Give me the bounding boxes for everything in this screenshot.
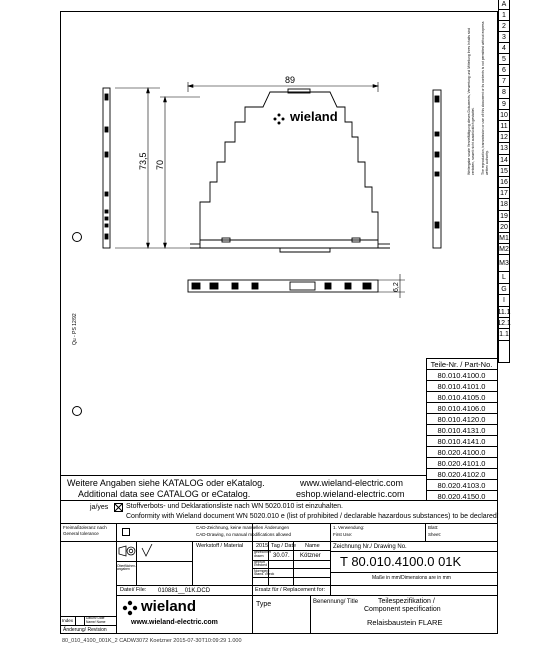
revision-cell: 12 (499, 132, 509, 143)
part-number-row: 80.010.4131.0 (426, 424, 497, 435)
tb-line (330, 551, 498, 552)
date-label: Tag / Date (271, 543, 297, 549)
right-side-view (433, 90, 441, 248)
revision-cell: 12.1 (499, 318, 509, 329)
replace-label: Ersatz für / Replacement for: (255, 587, 325, 593)
revision-cell: 1.1 (499, 329, 509, 341)
legal-note-de: Weitergabe sowie Vervielfältigung dieses Dokuments, Verwertung und Mitteilung ihres Inhalts sind verboten, soweit nicht ausdrücklich gestattet. (467, 27, 476, 175)
revision-cell: 18 (499, 199, 509, 211)
part-number-row: 80.010.4105.0 (426, 391, 497, 402)
footer-stamp: 80_010_4100_001K_2 CADW3072 Koetzner 2015-07-30T10:09:29 1.000 (62, 638, 242, 644)
bottom-view (188, 274, 405, 298)
sheet-en: Sheet: (428, 532, 442, 537)
cad-de: CAD-Zeichnung, keine manuellen Änderungen (196, 525, 290, 530)
spec-de: Teilespezifikation / (378, 598, 435, 605)
revision-cell: 16 (499, 177, 509, 188)
norm-de: Normgepr. (254, 569, 271, 573)
revision-cell: 13 (499, 143, 509, 155)
usage-en: First Use: (333, 532, 353, 537)
catalog-url2[interactable]: eshop.wieland-electric.com (296, 489, 405, 499)
ja-yes-label: ja/yes (90, 504, 109, 511)
wieland-logo-mark (274, 114, 285, 125)
tb-line (136, 541, 137, 585)
surface-label: Oberflächen-angaben (117, 564, 137, 572)
wieland-logo-text: wieland (141, 598, 197, 615)
catalog-de: Weitere Angaben siehe KATALOG oder eKatalog. (67, 478, 265, 488)
catalog-top-line (60, 475, 426, 476)
substance-en: Conformity with Wieland document WN 5020.010 e (list of prohibited / declarable hazardous substances) to be declared! (126, 513, 499, 520)
revision-cell: M1 (499, 233, 509, 244)
file-label: Datei/ File: (120, 587, 147, 593)
revision-cell: 7 (499, 76, 509, 87)
usage-de: 1. Verwendung: (333, 525, 365, 530)
part-number-row: 80.020.4101.0 (426, 457, 497, 468)
dim-depth: 6,2 (393, 282, 400, 292)
tolerance-en: General tolerance (63, 531, 99, 536)
tb-line (60, 625, 116, 626)
part-number-row: 80.020.4100.0 (426, 446, 497, 457)
component-name: Relaisbaustein FLARE (367, 618, 443, 627)
title-label: Benennung/ Title (313, 599, 359, 605)
revision-label: Änderung/ Revision (63, 627, 107, 633)
cad-symbol (122, 528, 130, 536)
dim-height-inner: 70 (155, 159, 165, 170)
wieland-logo-url: www.wieland-electric.com (131, 619, 218, 626)
revision-cell: A (499, 0, 509, 10)
revision-cell: 4 (499, 43, 509, 54)
tolerance-de: Freimaßtoleranz nach (63, 525, 107, 530)
part-number-row: 80.020.4102.0 (426, 468, 497, 479)
name-label: Name (305, 543, 320, 549)
part-number-row: 80.020.4103.0 (426, 479, 497, 490)
logo-text: wieland (290, 109, 338, 124)
legal-note-en: The reproduction, transmission or use of this document or its contents is not permitted without express written authority. (481, 21, 490, 175)
tb-line (330, 523, 331, 595)
index-label: Index (62, 618, 74, 623)
revision-cell: I (499, 295, 509, 307)
title-block-top-line (60, 523, 498, 524)
tb-line (252, 523, 253, 634)
tb-line (192, 541, 193, 585)
left-side-view (103, 88, 110, 248)
revision-cell: M2 (499, 244, 509, 255)
revision-cell: 2 (499, 21, 509, 32)
revision-cell: 20 (499, 222, 509, 233)
checked-en: checked (254, 563, 268, 567)
revision-cell: 9 (499, 99, 509, 110)
part-number-row: 80.010.4141.0 (426, 435, 497, 446)
technical-drawing (60, 12, 480, 302)
revision-cell: 5 (499, 54, 509, 65)
dim-width: 89 (285, 75, 296, 85)
part-number-row: 80.010.4120.0 (426, 413, 497, 424)
tb-line (60, 541, 498, 542)
drawn-date: 30.07. (273, 553, 290, 559)
tb-line (84, 616, 85, 625)
drawing-no: T 80.010.4100.0 01K (340, 554, 462, 569)
tb-line (252, 577, 330, 578)
tb-line (116, 585, 498, 586)
material-label: Werkstoff / Material (196, 543, 244, 549)
checked-de: geprüft (254, 560, 265, 564)
tb-line (116, 523, 117, 634)
part-number-row: 80.010.4106.0 (426, 402, 497, 413)
revision-cell: 11 (499, 121, 509, 132)
revision-cell: L (499, 272, 509, 284)
part-number-row: 80.010.4100.0 (426, 369, 497, 380)
tb-line (75, 616, 76, 625)
tb-line (116, 595, 498, 596)
revision-cell: M3 (499, 255, 509, 272)
revision-cell: 15 (499, 166, 509, 177)
file-name: 010881__01K.DCD (158, 588, 211, 594)
year-label: 2015 (256, 543, 269, 549)
revision-cell: 14 (499, 155, 509, 166)
revision-column-en: Name/ Name (86, 620, 106, 624)
revision-column-de: Datum/ Date (86, 616, 105, 620)
tb-line (425, 523, 426, 541)
substance-top-line (60, 500, 498, 501)
revision-cell: 8 (499, 87, 509, 99)
revision-cell: 17 (499, 188, 509, 199)
drawn-name: Kötzner (300, 553, 321, 559)
part-table-header: Teile-Nr. / Part-No. (426, 358, 497, 369)
tb-line (310, 595, 311, 634)
spec-en: Component specification (364, 606, 441, 613)
surface-symbol (140, 544, 190, 563)
drawn-en: drawn (254, 554, 264, 558)
type-label: Type (256, 601, 272, 608)
cad-en: CAD-Drawing, no manual modifications allowed (196, 532, 292, 537)
wieland-logo-icon (122, 600, 138, 621)
units-label: Maße in mm/Dimensions are in mm (372, 575, 451, 581)
revision-cell: 6 (499, 65, 509, 76)
checkbox-checked[interactable] (114, 503, 123, 512)
revision-cell: 10 (499, 110, 509, 121)
revision-cell: 3 (499, 32, 509, 43)
dim-height-outer: 73,5 (138, 152, 148, 170)
substance-de: Stoffverbots- und Deklarationsliste nach WN 5020.010 ist einzuhalten. (126, 503, 343, 510)
drawn-de: gezeichnet (254, 550, 271, 554)
margin-note: Qu - PS 12/92 (72, 313, 78, 345)
drawing-no-label: Zeichnung Nr./ Drawing No. (333, 544, 407, 550)
catalog-url1[interactable]: www.wieland-electric.com (300, 478, 404, 488)
revision-cell: 19 (499, 211, 509, 222)
revision-cell: 11.1 (499, 307, 509, 318)
punch-hole (72, 406, 82, 416)
sheet-de: Blatt: (428, 525, 439, 530)
revision-cell: 1 (499, 10, 509, 21)
norm-en: Stand. check (254, 572, 275, 576)
part-number-row: 80.010.4101.0 (426, 380, 497, 391)
catalog-en: Additional data see CATALOG or eCatalog. (78, 489, 251, 499)
revision-cell: G (499, 284, 509, 295)
part-number-row: 80.020.4150.0 (426, 490, 497, 501)
projection-symbol (118, 544, 136, 562)
tb-line (330, 572, 498, 573)
